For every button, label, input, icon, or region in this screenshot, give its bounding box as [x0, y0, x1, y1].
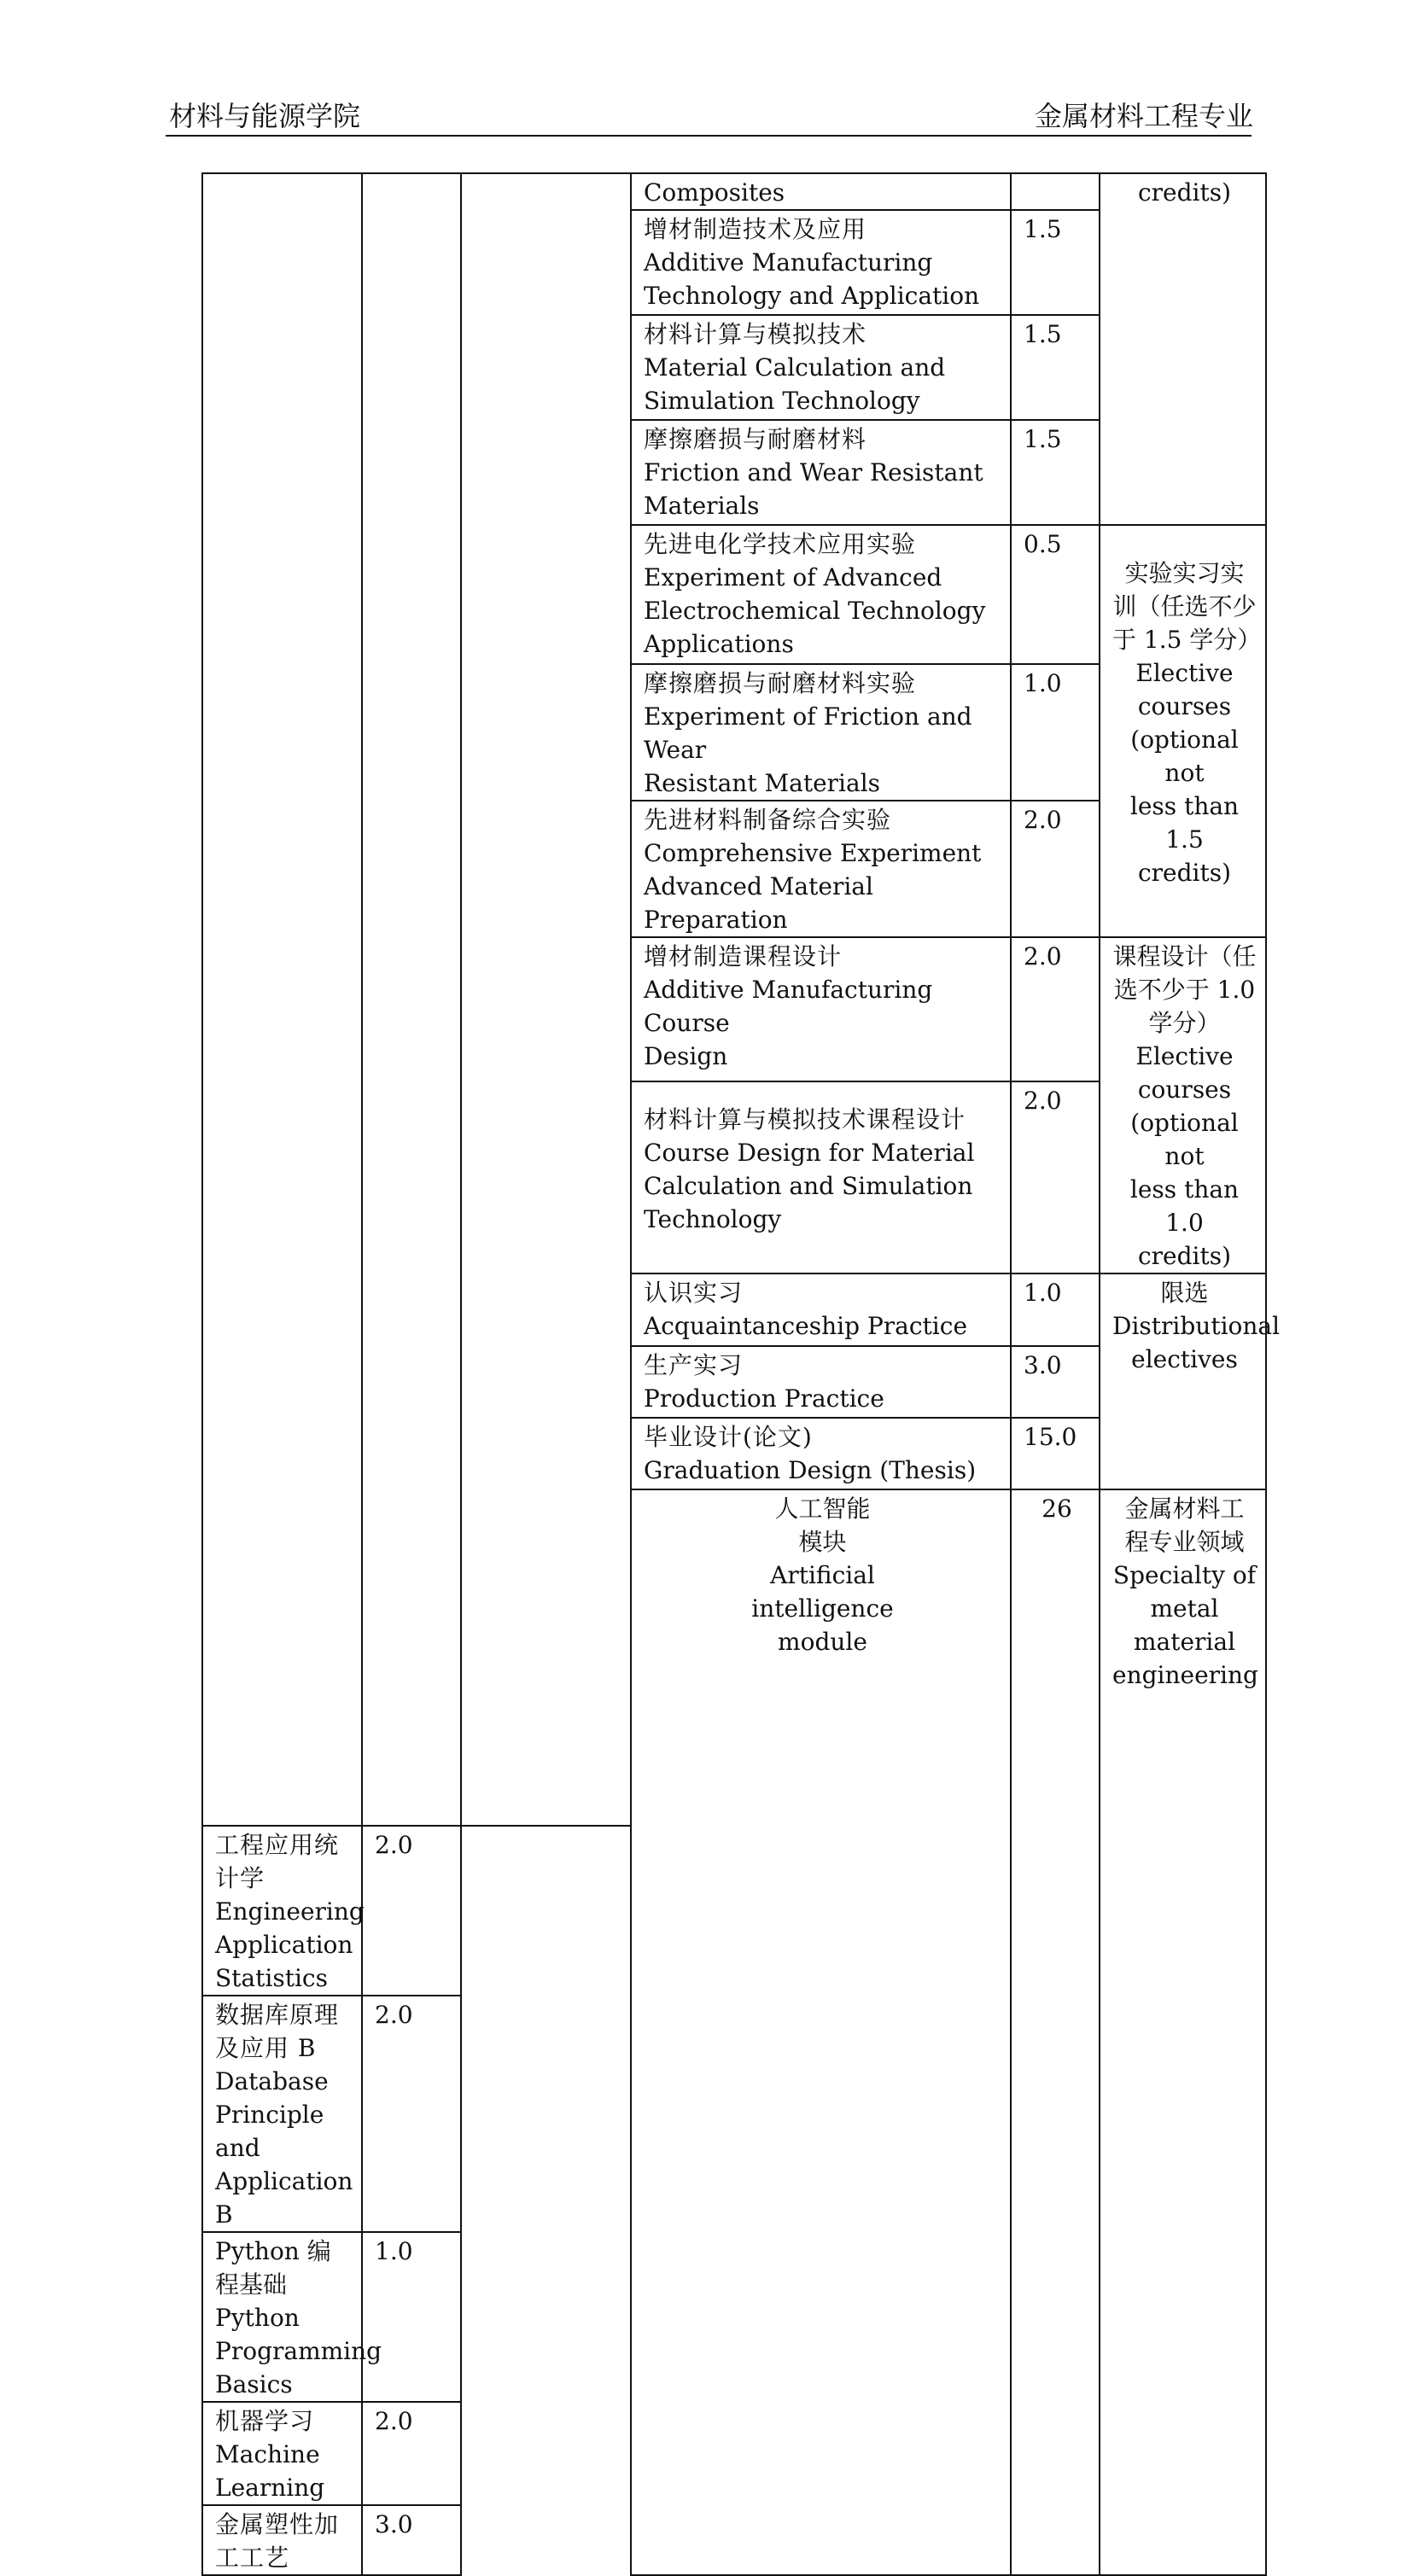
ai-module-field: 金属材料工 程专业领域 Specialty of metal material engineering — [1100, 1489, 1266, 2575]
course-cell: 先进电化学技术应用实验 Experiment of Advanced Electrochemical Technology Applications — [631, 525, 1011, 664]
course-cell: 摩擦磨损与耐磨材料实验 Experiment of Friction and Wear Resistant Materials — [631, 664, 1011, 801]
credit-cell: 1.5 — [1011, 420, 1100, 525]
credit-cell: 0.5 — [1011, 525, 1100, 664]
credit-cell: 15.0 — [1011, 1418, 1100, 1489]
curriculum-table — [201, 172, 1281, 2576]
course-cell: 数据库原理及应用 B Database Principle and Application B — [202, 1996, 362, 2232]
credit-cell: 2.0 — [1011, 1081, 1100, 1273]
course-cell: Composites — [631, 173, 1011, 210]
course-cell: 材料计算与模拟技术课程设计 Course Design for Material Calculation and Simulation Technology — [631, 1081, 1011, 1273]
credit-cell: 2.0 — [362, 1826, 461, 1996]
note-cell-practices: 限选 Distributional electives — [1100, 1273, 1266, 1489]
course-cell: 毕业设计(论文) Graduation Design (Thesis) — [631, 1418, 1011, 1489]
course-cell: 摩擦磨损与耐磨材料 Friction and Wear Resistant Materials — [631, 420, 1011, 525]
course-cell: 生产实习 Production Practice — [631, 1346, 1011, 1418]
credit-cell: 3.0 — [1011, 1346, 1100, 1418]
course-cell: 机器学习 Machine Learning — [202, 2402, 362, 2505]
credit-cell: 1.5 — [1011, 315, 1100, 420]
credit-cell — [1011, 173, 1100, 210]
module-cell-empty — [202, 173, 362, 1826]
table-row — [202, 173, 1266, 210]
credit-cell: 2.0 — [1011, 937, 1100, 1081]
header-rule — [166, 135, 1252, 137]
course-cell: Python 编程基础 Python Programming Basics — [202, 2232, 362, 2402]
course-cell: 金属塑性加工工艺 — [202, 2505, 362, 2575]
credit-cell: 1.0 — [362, 2232, 461, 2402]
credit-cell: 2.0 — [362, 1996, 461, 2232]
credit-cell: 2.0 — [1011, 801, 1100, 937]
course-cell: 增材制造课程设计 Additive Manufacturing Course Design — [631, 937, 1011, 1081]
credit-cell: 1.5 — [1011, 210, 1100, 315]
credits-cell-empty — [362, 173, 461, 1826]
credit-cell: 1.0 — [1011, 664, 1100, 801]
course-cell: 认识实习 Acquaintanceship Practice — [631, 1273, 1011, 1346]
course-cell: 增材制造技术及应用 Additive Manufacturing Technology and Application — [631, 210, 1011, 315]
course-cell: 先进材料制备综合实验 Comprehensive Experiment Advanced Material Preparation — [631, 801, 1011, 937]
credit-cell: 1.0 — [1011, 1273, 1100, 1346]
header-left: 材料与能源学院 — [169, 100, 361, 132]
credit-cell: 3.0 — [362, 2505, 461, 2575]
note-cell-experiments: 实验实习实 训（任选不少 于 1.5 学分） Elective courses (optional not less than 1.5 credits) — [1100, 525, 1266, 937]
credit-cell: 2.0 — [362, 2402, 461, 2505]
ai-module-name: 人工智能 模块 Artificial intelligence module — [631, 1489, 1011, 2575]
course-cell: 材料计算与模拟技术 Material Calculation and Simulation Technology — [631, 315, 1011, 420]
header-right: 金属材料工程专业 — [1034, 100, 1253, 132]
note-cell-designs: 课程设计（任 选不少于 1.0 学分） Elective courses (optional not less than 1.0 credits) — [1100, 937, 1266, 1273]
note-cell-top: credits) — [1100, 173, 1266, 525]
field-cell-empty — [461, 173, 631, 1826]
ai-module-credits: 26 — [1011, 1489, 1100, 2575]
course-cell: 工程应用统计学 Engineering Application Statistics — [202, 1826, 362, 1996]
